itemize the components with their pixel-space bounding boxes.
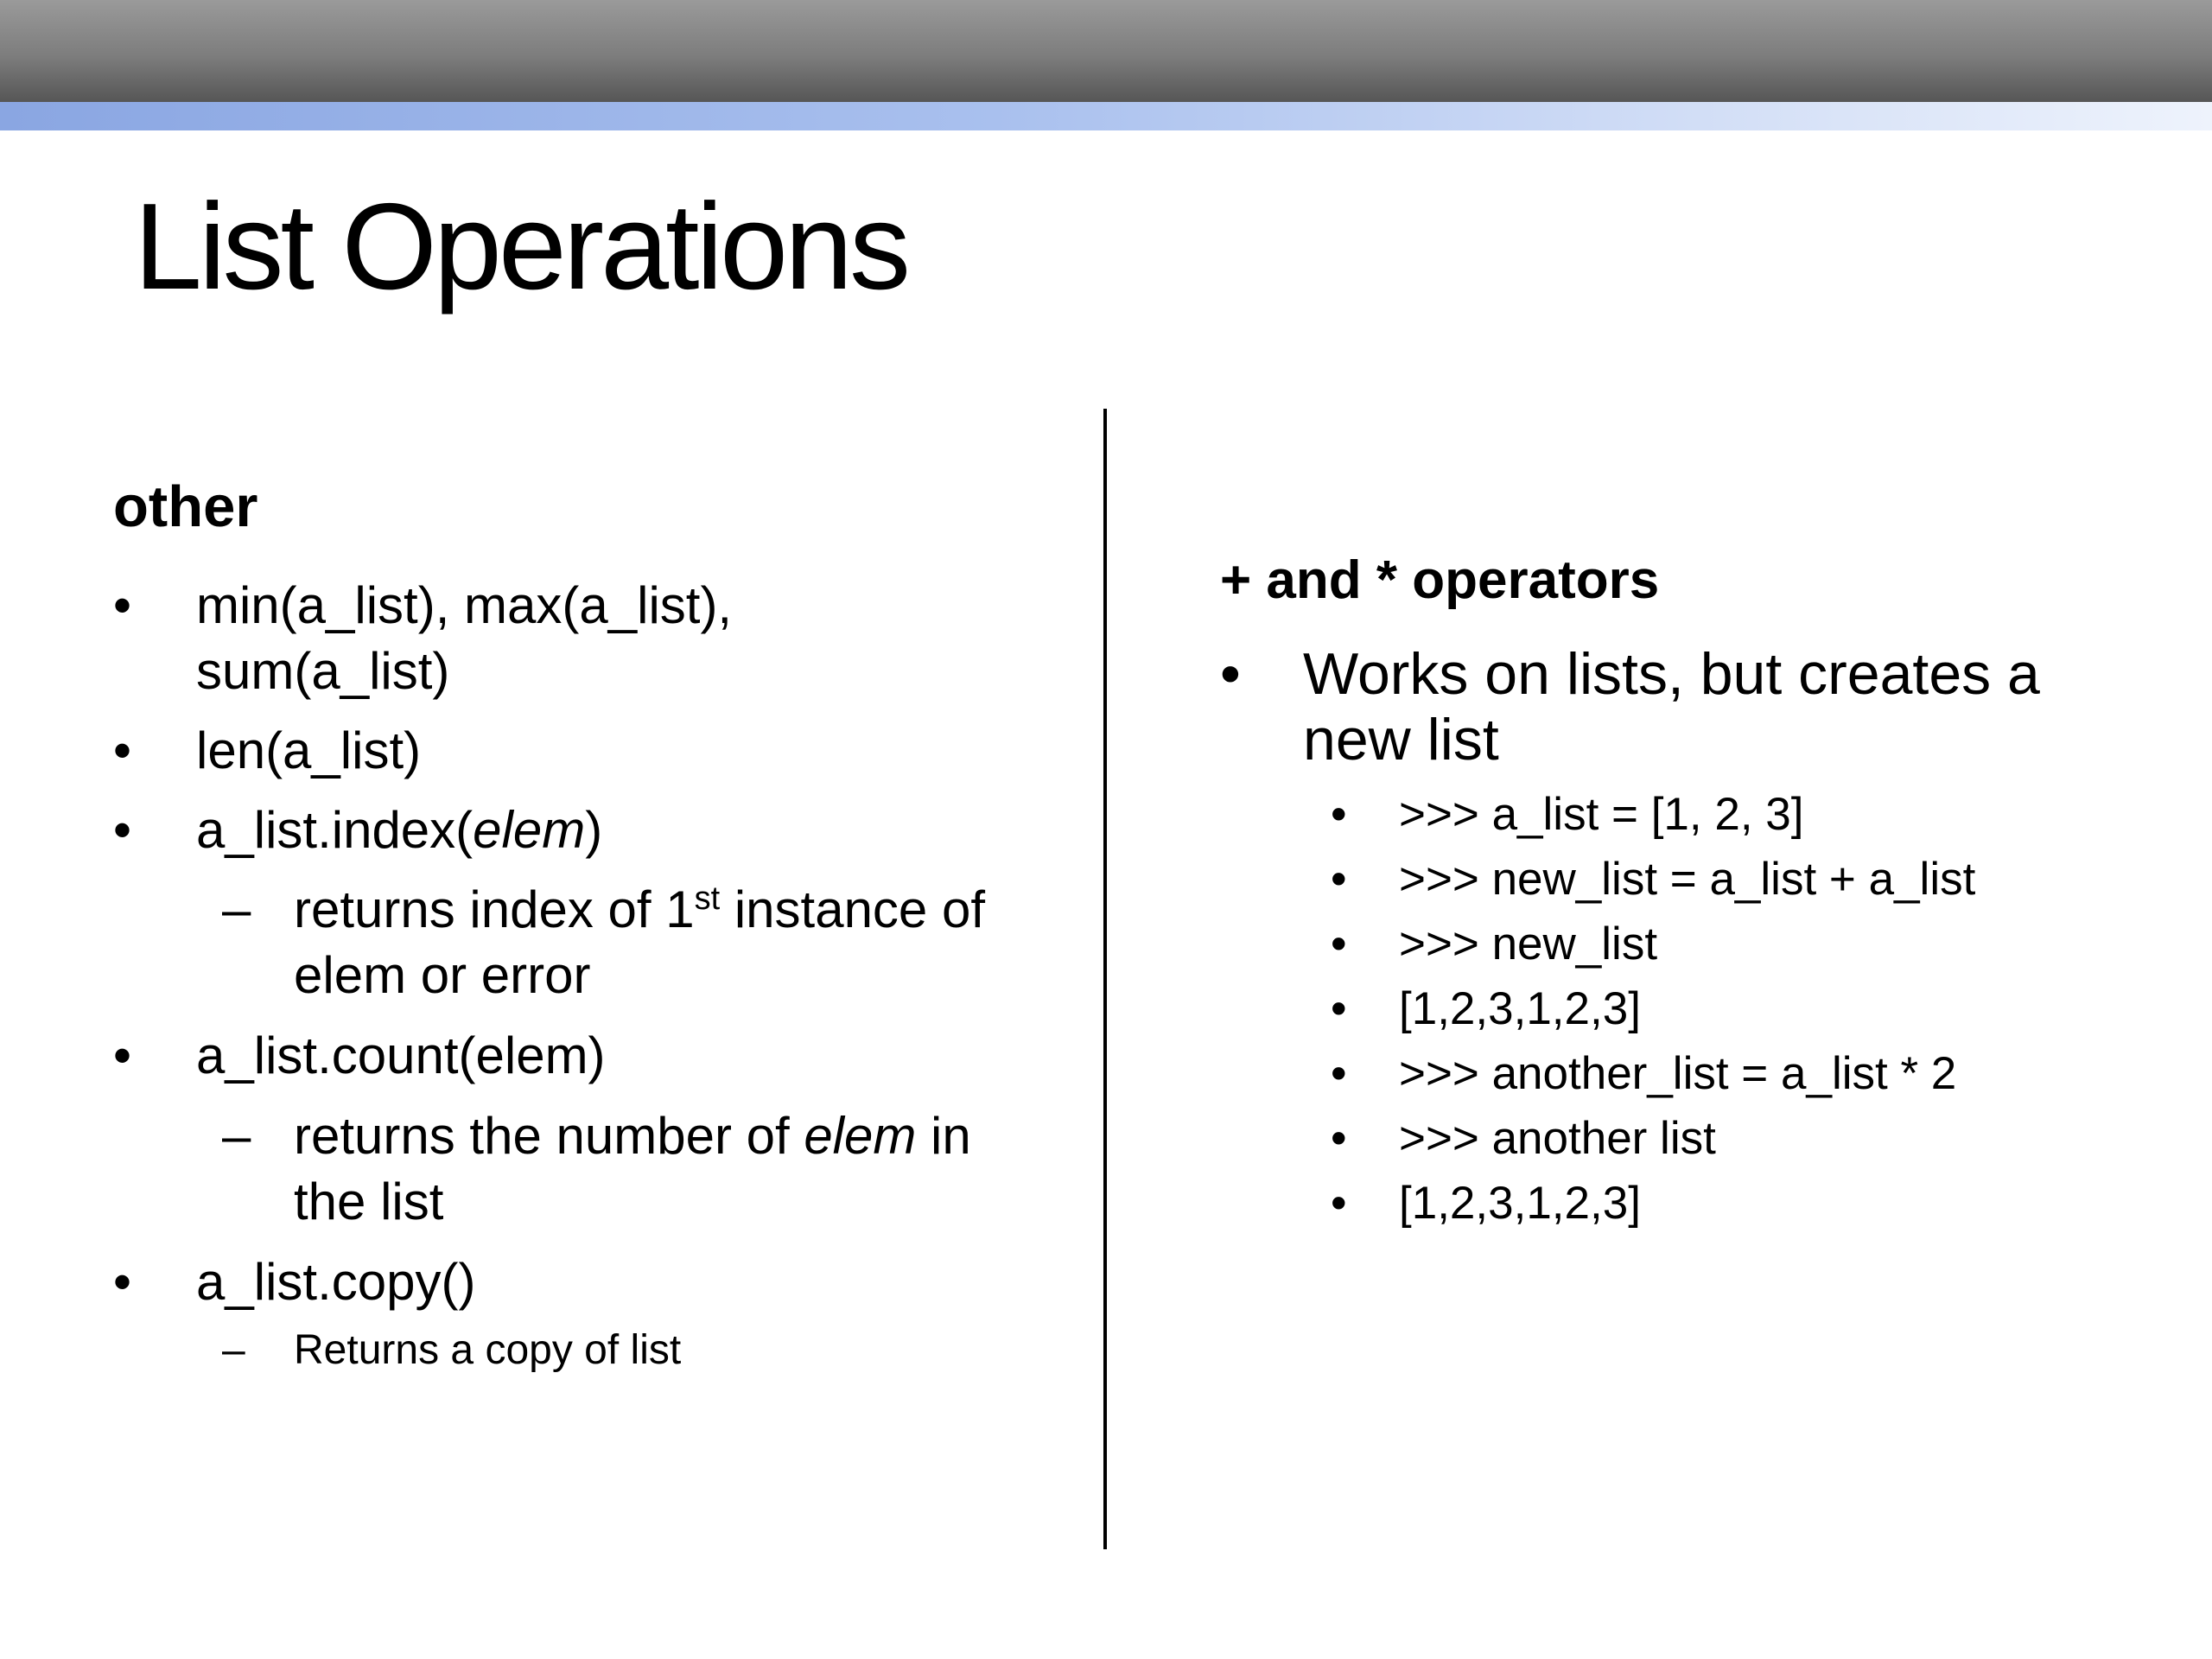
count-desc-part1: returns the number of — [294, 1107, 804, 1165]
right-main-point: Works on lists, but creates a — [1303, 641, 2040, 707]
sub-item-index-description — [294, 880, 985, 939]
sub-item-count-description-cont: the list — [294, 1173, 444, 1230]
list-item-len: len(a_list) — [196, 721, 422, 779]
bullet-icon: • — [1331, 789, 1347, 840]
bullet-icon: • — [113, 721, 132, 779]
dash-icon: – — [222, 1107, 251, 1165]
index-desc-superscript: st — [694, 880, 721, 917]
bullet-icon: • — [1331, 1048, 1347, 1099]
header-accent-stripe — [0, 102, 2212, 130]
column-divider — [1103, 409, 1107, 1549]
index-desc-part1: returns index of 1 — [294, 880, 695, 938]
dash-icon: – — [222, 880, 251, 938]
sub-item-count-description — [294, 1106, 971, 1166]
right-main-point-cont: new list — [1303, 707, 1499, 772]
count-desc-part2: in — [916, 1107, 971, 1165]
left-column-heading: other — [113, 474, 258, 539]
index-method-suffix: ) — [585, 801, 603, 859]
example-line: >>> new_list — [1399, 918, 1658, 969]
example-line: [1,2,3,1,2,3] — [1399, 983, 1641, 1034]
bullet-icon: • — [1331, 1178, 1347, 1229]
example-line: >>> a_list = [1, 2, 3] — [1399, 789, 1804, 840]
dash-icon: – — [222, 1327, 245, 1373]
bullet-icon: • — [113, 1253, 132, 1311]
bullet-icon: • — [113, 801, 132, 859]
list-item-count: a_list.count(elem) — [196, 1027, 606, 1084]
bullet-icon: • — [1331, 854, 1347, 905]
index-method-arg: elem — [473, 801, 586, 859]
list-item-copy: a_list.copy() — [196, 1253, 476, 1311]
index-method-prefix: a_list.index( — [196, 801, 474, 859]
bullet-icon: • — [113, 1027, 132, 1084]
count-desc-italic: elem — [804, 1107, 917, 1165]
example-line: >>> new_list = a_list + a_list — [1399, 854, 1976, 905]
example-line: >>> another_list = a_list * 2 — [1399, 1048, 1957, 1099]
bullet-icon: • — [1220, 641, 1241, 707]
example-line: [1,2,3,1,2,3] — [1399, 1178, 1641, 1229]
list-item-sum: sum(a_list) — [196, 642, 450, 700]
index-desc-part2: instance of — [720, 880, 986, 938]
sub-item-copy-description: Returns a copy of list — [294, 1327, 682, 1373]
slide-title: List Operations — [134, 178, 908, 315]
sub-item-index-description-cont: elem or error — [294, 946, 591, 1004]
list-item-min-max: min(a_list), max(a_list), — [196, 576, 733, 634]
bullet-icon: • — [1331, 918, 1347, 969]
example-line: >>> another list — [1399, 1113, 1716, 1164]
bullet-icon: • — [1331, 1113, 1347, 1164]
right-column-heading: + and * operators — [1220, 550, 1660, 610]
bullet-icon: • — [1331, 983, 1347, 1034]
header-band — [0, 0, 2212, 102]
bullet-icon: • — [113, 576, 132, 634]
list-item-index — [196, 800, 602, 860]
